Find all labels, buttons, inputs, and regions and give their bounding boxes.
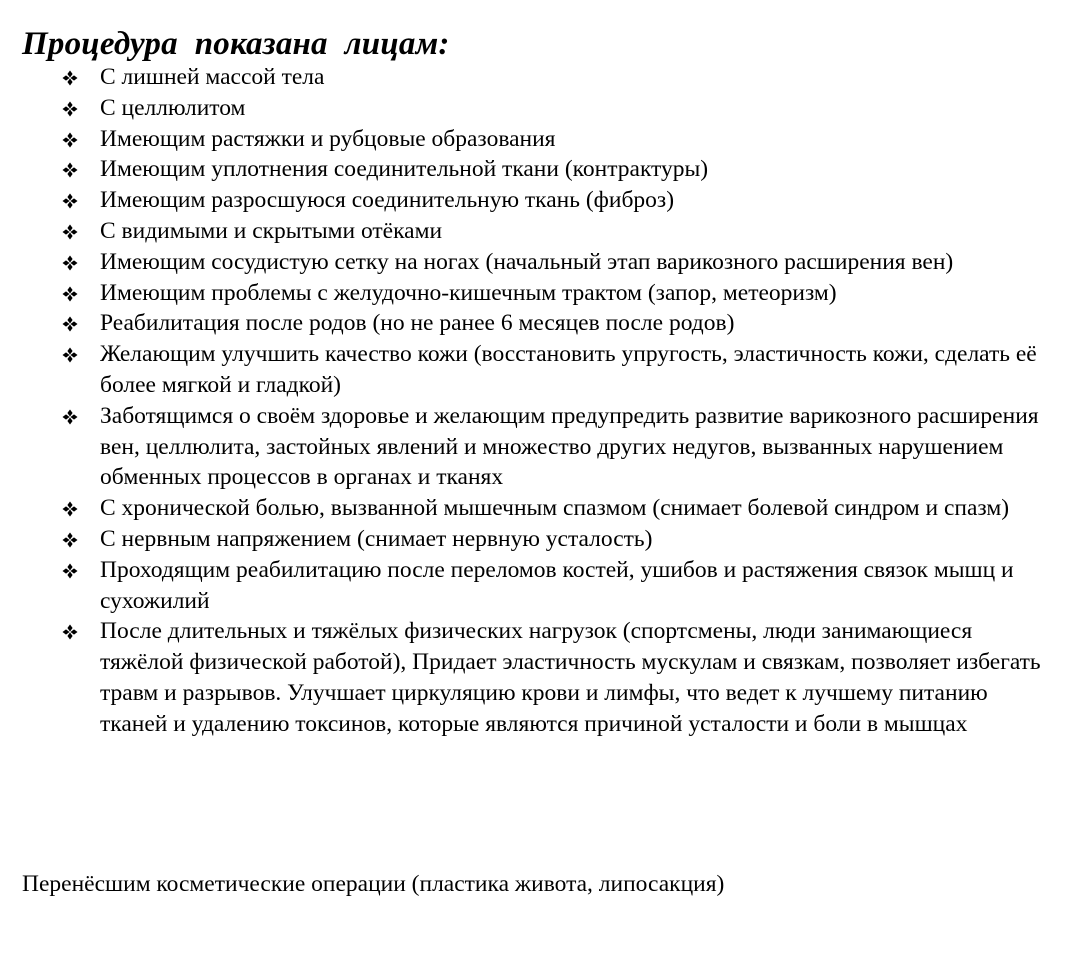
- list-item-text: Имеющим разросшуюся соединительную ткань (фиброз): [100, 187, 675, 214]
- list-item: [62, 339, 1042, 401]
- four-diamond-bullet-icon: [62, 193, 78, 209]
- list-item: [62, 247, 1042, 278]
- four-diamond-bullet-icon: [62, 347, 78, 363]
- list-item: [62, 185, 1042, 216]
- list-item: [62, 62, 1042, 93]
- list-item-text: После длительных и тяжёлых физических нагрузок (спортсмены, люди занимающиеся тяжёлой физической работой), Придает эластичность мускулам и связкам, позволяет избегать травм и разрывов. Улучшает циркуляцию крови и лимфы, что ведет к лучшему питанию тканей и удалению токсинов, которые являются причиной усталости и боли в мышцах: [100, 618, 1041, 737]
- four-diamond-bullet-icon: [62, 101, 78, 117]
- list-item-text: С хронической болью, вызванной мышечным спазмом (снимает болевой синдром и спазм): [100, 495, 1010, 522]
- list-item-text: Заботящимся о своём здоровье и желающим предупредить развитие варикозного расширения вен, целлюлита, застойных явлений и множество других недугов, вызванных нарушением обменных процессов в органах и тканях: [100, 402, 1039, 491]
- list-item: [62, 278, 1042, 309]
- list-item-text: С целлюлитом: [100, 94, 246, 121]
- list-item: [62, 154, 1042, 185]
- list-item: [62, 124, 1042, 155]
- four-diamond-bullet-icon: [62, 224, 78, 240]
- list-item: [62, 401, 1042, 493]
- list-item-text: Проходящим реабилитацию после переломов костей, ушибов и растяжения связок мышц и сухожилий: [100, 556, 1014, 614]
- four-diamond-bullet-icon: [62, 162, 78, 178]
- list-item: [62, 93, 1042, 124]
- document-title: Процедура показана лицам:: [22, 26, 450, 62]
- four-diamond-bullet-icon: [62, 70, 78, 86]
- list-item-text: Имеющим растяжки и рубцовые образования: [100, 125, 556, 152]
- footer-text: Перенёсшим косметические операции (пластика живота, липосакция): [22, 871, 725, 897]
- four-diamond-bullet-icon: [62, 501, 78, 517]
- four-diamond-bullet-icon: [62, 532, 78, 548]
- list-item-text: С нервным напряжением (снимает нервную усталость): [100, 525, 653, 552]
- four-diamond-bullet-icon: [62, 563, 78, 579]
- indications-list: [62, 62, 1042, 740]
- four-diamond-bullet-icon: [62, 624, 78, 640]
- list-item-text: Реабилитация после родов (но не ранее 6 месяцев после родов): [100, 310, 735, 337]
- list-item-text: С видимыми и скрытыми отёками: [100, 217, 443, 244]
- list-item-text: Имеющим сосудистую сетку на ногах (начальный этап варикозного расширения вен): [100, 248, 954, 275]
- list-item: [62, 616, 1042, 739]
- list-item-text: С лишней массой тела: [100, 64, 325, 90]
- list-item-text: Желающим улучшить качество кожи (восстановить упругость, эластичность кожи, сделать её более мягкой и гладкой): [100, 341, 1037, 398]
- list-item-text: Имеющим уплотнения соединительной ткани (контрактуры): [100, 156, 709, 183]
- list-item: [62, 308, 1042, 339]
- list-item-text: Имеющим проблемы с желудочно-кишечным трактом (запор, метеоризм): [100, 279, 837, 306]
- four-diamond-bullet-icon: [62, 132, 78, 148]
- list-item: [62, 216, 1042, 247]
- four-diamond-bullet-icon: [62, 286, 78, 302]
- list-item: [62, 493, 1042, 524]
- four-diamond-bullet-icon: [62, 316, 78, 332]
- list-item: [62, 524, 1042, 555]
- list-item: [62, 555, 1042, 617]
- four-diamond-bullet-icon: [62, 255, 78, 271]
- four-diamond-bullet-icon: [62, 409, 78, 425]
